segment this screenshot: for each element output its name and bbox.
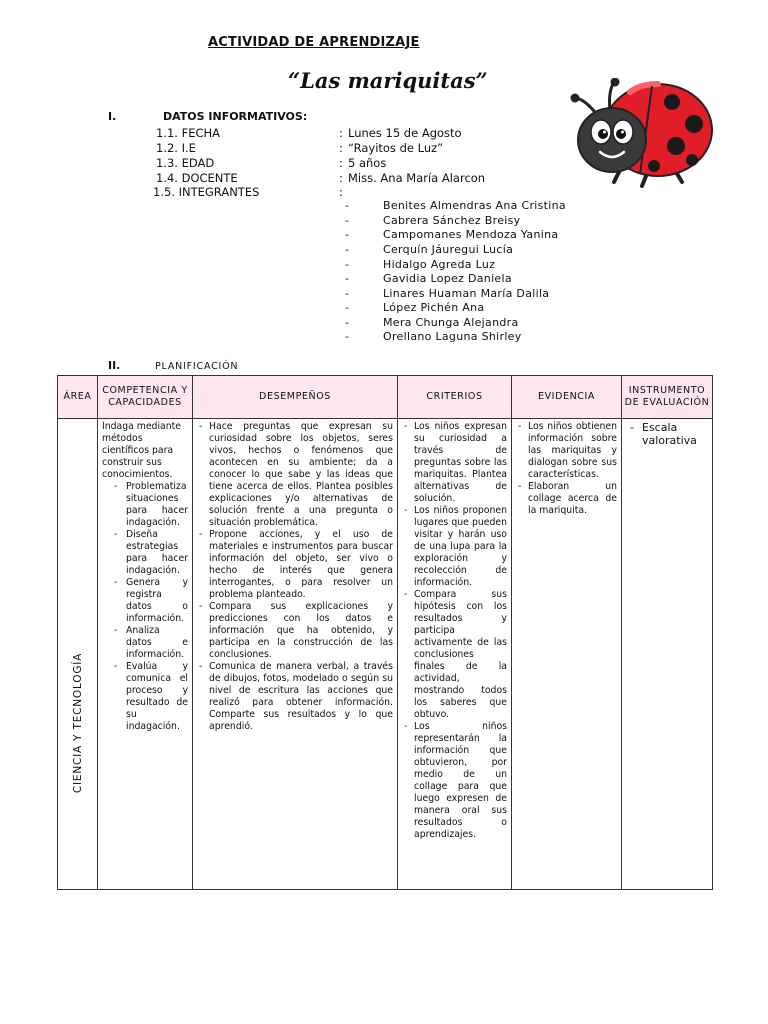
list-item: - Compara sus hipótesis con los resultados y participa activamente de las conclusiones finales de la actividad, mostrando todos los saberes que obtuvo. [402, 589, 507, 721]
area-label: CIENCIA Y TECNOLOGÍA [71, 652, 84, 794]
header-evidencia: EVIDENCIA [512, 376, 622, 419]
capacidades-list [102, 481, 188, 733]
list-item: - Elaboran un collage acerca de la mariquita. [516, 481, 617, 517]
header-area: ÁREA [58, 376, 98, 419]
info-label: 1.3. EDAD [156, 156, 215, 170]
info-separator: : [339, 141, 343, 155]
member-dash: - [345, 330, 349, 343]
info-label: 1.5. INTEGRANTES [153, 185, 260, 199]
member-dash: - [345, 316, 349, 329]
section-2-title: PLANIFICACIÓN [155, 361, 239, 372]
member-item [345, 228, 558, 243]
header-desempenos: DESEMPEÑOS [193, 376, 398, 419]
member-dash: - [345, 301, 349, 314]
member-dash: - [345, 243, 349, 256]
section-2-number: II. [108, 359, 121, 372]
member-name: Cabrera Sánchez Breisy [383, 214, 521, 227]
member-dash: - [345, 199, 349, 212]
member-item [345, 243, 513, 258]
list-item: - Propone acciones, y el uso de materiales e instrumentos para buscar información del objeto, ser vivo o hecho de interés que genera interrogantes, o para resolver un problema planteado. [197, 529, 393, 601]
competencia-text: Indaga mediante métodos científicos para construir sus conocimientos. [102, 421, 182, 480]
section-1-number: I. [108, 110, 117, 123]
member-item [345, 316, 519, 331]
info-value: Lunes 15 de Agosto [348, 126, 462, 140]
list-item: - Comunica de manera verbal, a través de dibujos, fotos, modelado o según su nivel de escritura las acciones que realizó para obtener información. Comparte sus resultados y lo que aprendió. [197, 661, 393, 733]
info-value: 5 años [348, 156, 387, 170]
list-item: - Los niños obtienen información sobre las mariquitas y dialogan sobre sus características. [516, 421, 617, 481]
member-dash: - [345, 258, 349, 271]
header-competencia: COMPETENCIA Y CAPACIDADES [98, 376, 193, 419]
member-name: Orellano Laguna Shirley [383, 330, 522, 343]
area-cell [58, 419, 98, 890]
list-item: - Hace preguntas que expresan su curiosidad sobre los objetos, seres vivos, hechos o fenómenos que acontecen en su ambiente; da a conocer lo que sabe y las ideas que tiene acerca de ellos. Plantea posibles explicaciones y/o alternativas de solución frente a una pregunta o situación problemática. [197, 421, 393, 529]
list-item: - Analiza datos e información. [114, 625, 188, 661]
list-item: - Los niños representarán la información que obtuvieron, por medio de un collage para que luego expresen de manera oral sus resultados o aprendizajes. [402, 721, 507, 841]
list-item: - Los niños proponen lugares que pueden visitar y harán uso de una lupa para la exploración y recolección de información. [402, 505, 507, 589]
member-item [345, 287, 549, 302]
evidencia-cell [512, 419, 622, 890]
member-item [345, 301, 484, 316]
list-item: - Diseña estrategias para hacer indagación. [114, 529, 188, 577]
member-name: Gavidia Lopez Daniela [383, 272, 512, 285]
desempenos-list [197, 421, 393, 733]
info-value: Miss. Ana María Alarcon [348, 171, 486, 185]
criterios-list [402, 421, 507, 841]
member-dash: - [345, 214, 349, 227]
ladybug-icon [568, 78, 716, 188]
member-item [345, 199, 566, 214]
member-dash: - [345, 228, 349, 241]
member-name: Mera Chunga Alejandra [383, 316, 519, 329]
member-name: Hidalgo Agreda Luz [383, 258, 496, 271]
list-item: - Compara sus explicaciones y predicciones con los datos e información que ha obtenido, y participa en la construcción de las conclusiones. [197, 601, 393, 661]
list-item: - Problematiza situaciones para hacer indagación. [114, 481, 188, 529]
instrumento-cell [622, 419, 713, 890]
list-item: - Genera y registra datos o información. [114, 577, 188, 625]
activity-heading: ACTIVIDAD DE APRENDIZAJE [208, 35, 420, 50]
criterios-cell [398, 419, 512, 890]
info-value: “Rayitos de Luz” [348, 141, 444, 155]
member-item [345, 272, 512, 287]
planning-table [57, 375, 713, 890]
member-item [345, 214, 520, 229]
member-dash: - [345, 272, 349, 285]
info-label: 1.2. I.E [156, 141, 196, 155]
info-separator: : [339, 185, 343, 199]
activity-title: “Las mariquitas” [288, 68, 488, 93]
list-item: - Escala valorativa [628, 421, 706, 447]
info-label: 1.1. FECHA [156, 126, 221, 140]
member-item [345, 330, 522, 345]
info-separator: : [339, 126, 343, 140]
desempenos-cell [193, 419, 398, 890]
list-item: - Evalúa y comunica el proceso y resultado de su indagación. [114, 661, 188, 733]
member-name: Linares Huaman María Dalila [383, 287, 550, 300]
table-row [58, 419, 713, 890]
section-1-title: DATOS INFORMATIVOS: [163, 110, 308, 123]
header-instrumento: INSTRUMENTO DE EVALUACIÓN [622, 376, 713, 419]
member-item [345, 258, 495, 273]
member-name: Campomanes Mendoza Yanina [383, 228, 559, 241]
list-item: - Los niños expresan su curiosidad a través de preguntas sobre las mariquitas. Plantea alternativas de solución. [402, 421, 507, 505]
member-name: Benites Almendras Ana Cristina [383, 199, 566, 212]
member-name: López Pichén Ana [383, 301, 485, 314]
header-criterios: CRITERIOS [398, 376, 512, 419]
competencia-cell [98, 419, 193, 890]
info-separator: : [339, 156, 343, 170]
info-separator: : [339, 171, 343, 185]
member-dash: - [345, 287, 349, 300]
evidencia-list [516, 421, 617, 517]
table-header-row [58, 376, 713, 419]
member-name: Cerquín Jáuregui Lucía [383, 243, 514, 256]
instrumento-list [628, 421, 706, 447]
info-label: 1.4. DOCENTE [156, 171, 238, 185]
